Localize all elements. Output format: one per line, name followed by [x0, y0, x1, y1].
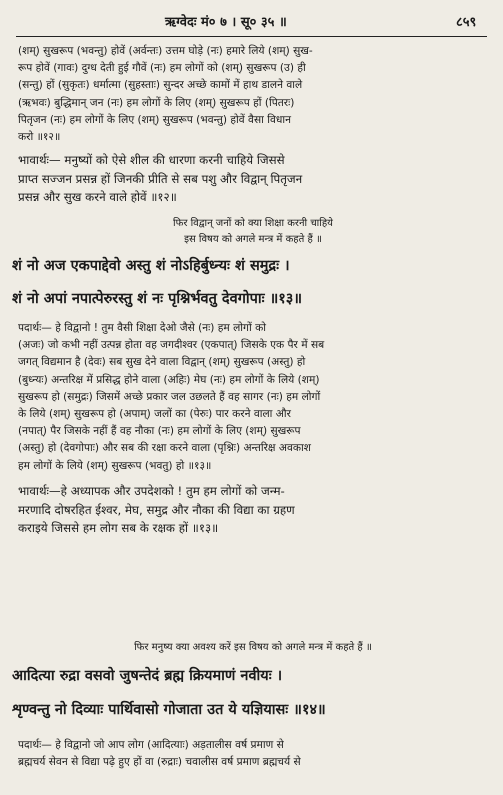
text-line: (नपात्) पैर जिसके नहीं हैं वह नौका (नः) हम लोगों के लिए (शम्) सुखरूप — [18, 425, 301, 438]
bhavartha-13 — [18, 482, 488, 538]
intro-13 — [18, 216, 488, 248]
text-line: कराइये जिससे हम लोग सब के रक्षक हों ॥१३॥ — [18, 521, 219, 535]
padartha-13 — [18, 320, 488, 475]
text-line: पितृजन (नः) हम लोगों के लिए (शम्) सुखरूप (भवन्तु) होवें वैसा विधान — [18, 113, 291, 126]
header-rule — [16, 36, 487, 37]
text-line: रूप होवें (गावः) दुग्ध देती हुई गौवें (नः) हम लोगों को (शम्) सुखरूप (उ) ही — [18, 62, 306, 75]
text-line: ब्रह्मचर्य सेवन से विद्या पढ़े हुए हों वा (रुद्राः) चवालीस वर्ष प्रमाण ब्रह्मचर्य से — [18, 756, 301, 769]
text-line: (अस्तु) हो (देवगोपाः) और सब की रक्षा करने वाला (पृश्निः) अन्तरिक्ष अवकाश — [18, 442, 311, 455]
text-line: मरणादि दोषरहित ईश्वर, मेघ, समुद्र और नौका की विद्या का ग्रहण — [18, 502, 295, 517]
text-line: प्राप्त सज्जन प्रसन्न हों जिनकी प्रीति से सब पशु और विद्वान् पितृजन — [18, 171, 303, 186]
padartha-14 — [18, 737, 488, 771]
text-line: (सन्तु) हों (सुकृतः) धर्मात्मा (सुहस्ताः) सुन्दर अच्छे कामों में हाथ डालने वाले — [18, 79, 303, 92]
page-number: ८५९ — [456, 15, 477, 30]
mantra-13-line-1: शं नो अज एकपाद्देवो अस्तु शं नोऽहिर्बुध्न्यः शं समुद्रः । — [12, 258, 290, 274]
text-line: जगत् विद्यमान है (देवः) सब सुख देने वाला विद्वान् (शम्) सुखरूप (अस्तु) हो — [18, 356, 306, 369]
intro-14 — [18, 640, 488, 656]
text-line: के लिये (शम्) सुखरूप हो (अपाम्) जलों का (पेरुः) पार करने वाला और — [18, 407, 291, 420]
text-line: फिर मनुष्य क्या अवश्य करें इस विषय को अगले मन्त्र में कहते हैं ॥ — [134, 642, 372, 653]
text-line: सुखरूप हो (समुद्रः) जिसमें अच्छे प्रकार जल उछलते हैं वह सागर (नः) हम लोगों — [18, 390, 321, 403]
text-line: (ऋभवः) बुद्धिमान् जन (नः) हम लोगों के लिए (शम्) सुखरूप हों (पितरः) — [18, 96, 295, 109]
mantra-13-line-2: शं नो अपां नपात्पेरुरस्तु शं नः पृश्निर्भवतु देवगोपाः ॥१३॥ — [12, 291, 303, 307]
text-line: फिर विद्वान् जनों को क्या शिक्षा करनी चाहिये — [173, 218, 333, 229]
mantra-14-line-2: शृण्वन्तु नो दिव्याः पार्थिवासो गोजाता उत ये यज्ञियासः ॥१४॥ — [12, 702, 326, 718]
text-line: पदार्थः— हे विद्वानो ! तुम वैसी शिक्षा देओ जैसे (नः) हम लोगों को — [18, 322, 266, 334]
text-line: पदार्थः— हे विद्वानो जो आप लोग (आदित्याः) अड़तालीस वर्ष प्रमाण से — [18, 739, 284, 751]
running-title: ऋग्वेदः मं० ७ । सू० ३५ ॥ — [165, 15, 287, 30]
bhavartha-12 — [18, 151, 488, 207]
text-line: (अजः) जो कभी नहीं उत्पन्न होता वह जगदीश्वर (एकपात्) जिसके एक पैर में सब — [18, 339, 325, 352]
page-header — [0, 10, 503, 34]
text-line: इस विषय को अगले मन्त्र में कहते हैं ॥ — [184, 234, 322, 245]
text-line: हम लोगों के लिये (शम्) सुखरूप (भवतु) हो ॥१३॥ — [18, 459, 212, 472]
text-line: करो ॥१२॥ — [18, 130, 61, 143]
text-line: (शम्) सुखरूप (भवन्तु) होवें (अर्वन्तः) उत्तम घोड़े (नः) हमारे लिये (शम्) सुख- — [18, 45, 313, 57]
mantra-14-line-1: आदित्या रुद्रा वसवो जुषन्तेदं ब्रह्म क्रियमाणं नवीयः । — [12, 668, 283, 684]
padartha-12-continued — [18, 43, 488, 146]
text-line: (बुध्न्यः) अन्तरिक्ष में प्रसिद्ध होने वाला (अहिः) मेघ (नः) हम लोगों के लिये (शम्) — [18, 373, 320, 386]
text-line: भावार्थः—हे अध्यापक और उपदेशको ! तुम हम लोगों को जन्म- — [18, 484, 285, 498]
text-line: भावार्थः— मनुष्यों को ऐसे शील की धारणा करनी चाहिये जिससे — [18, 153, 285, 167]
text-line: प्रसन्न और सुख करने वाले होवें ॥१२॥ — [18, 190, 177, 204]
